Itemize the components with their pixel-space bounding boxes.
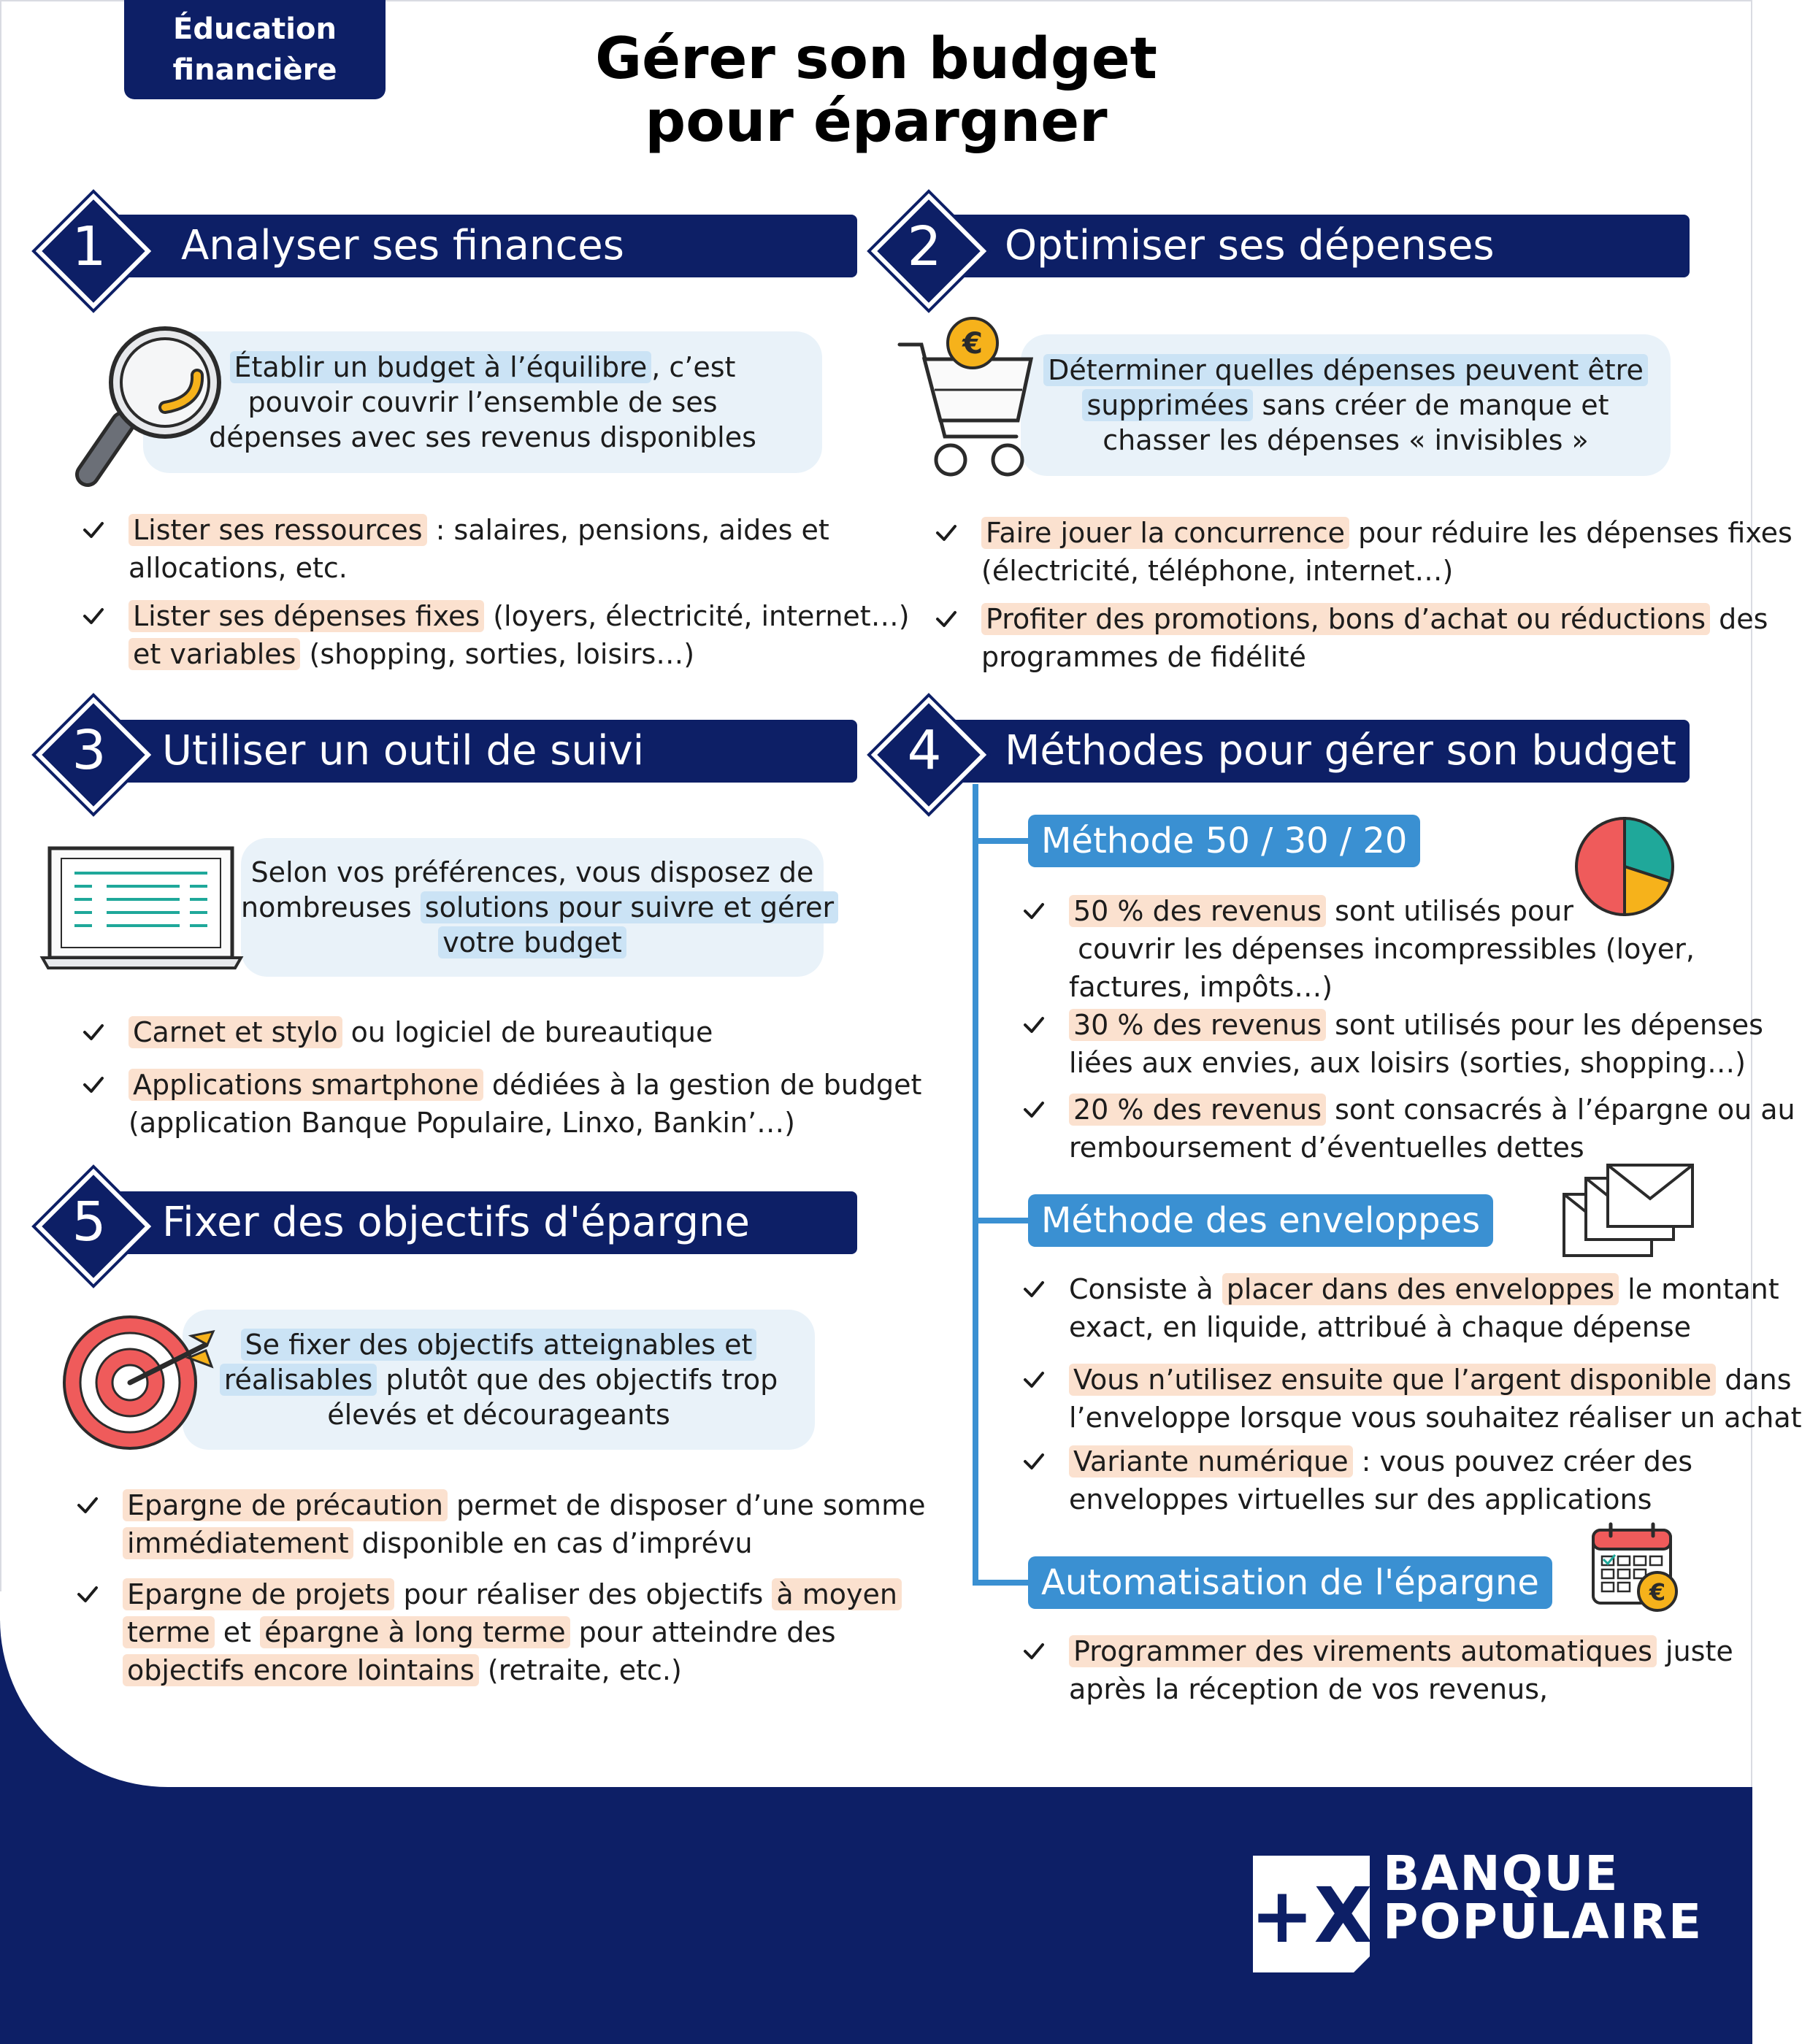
item-text-line-2: remboursement d’éventuelles dettes xyxy=(1069,1132,1584,1164)
item-highlight: Lister ses ressources xyxy=(129,514,427,546)
item-highlight-1b: à moyen xyxy=(772,1578,902,1610)
section-2-bubble xyxy=(1021,334,1671,476)
item-text-2: disponible en cas d’imprévu xyxy=(353,1527,753,1559)
page-title xyxy=(438,28,1314,153)
section-4-number: 4 xyxy=(907,719,942,782)
check-icon xyxy=(935,607,958,631)
envelopes-icon xyxy=(1560,1162,1698,1260)
check-icon xyxy=(82,604,105,628)
item-highlight: 50 % des revenus xyxy=(1069,895,1326,927)
item-highlight: placer dans des enveloppes xyxy=(1222,1273,1619,1305)
section-3-list xyxy=(82,1013,922,1152)
item-highlight-2: immédiatement xyxy=(123,1527,353,1559)
check-icon xyxy=(1022,1450,1046,1473)
item-text-line-2: après la réception de vos revenus, xyxy=(1069,1673,1549,1705)
list-item xyxy=(82,597,910,673)
list-item xyxy=(1022,892,1723,1006)
timeline-branch xyxy=(973,1580,1031,1586)
bubble-5-highlight-2: réalisables xyxy=(220,1364,377,1396)
bubble-2-highlight: Déterminer quelles dépenses peuvent être xyxy=(1043,354,1648,386)
bubble-3-text: nombreuses xyxy=(241,891,421,923)
magnifier-icon xyxy=(73,315,234,488)
item-highlight: 30 % des revenus xyxy=(1069,1009,1326,1041)
item-highlight-4: objectifs encore lointains xyxy=(123,1654,479,1686)
logo-mark-icon xyxy=(1250,1856,1373,1972)
tag-line-1: Éducation xyxy=(173,12,337,46)
item-highlight-3: épargne à long terme xyxy=(260,1616,570,1648)
section-5-title: Fixer des objectifs d'épargne xyxy=(162,1199,750,1246)
check-icon xyxy=(1022,1278,1046,1301)
section-1-number: 1 xyxy=(72,215,107,278)
item-text: pour réduire les dépenses fixes xyxy=(1349,517,1793,549)
item-text-line-3: factures, impôts…) xyxy=(1069,971,1333,1003)
title-line-2: pour épargner xyxy=(645,89,1108,155)
section-1-title: Analyser ses finances xyxy=(181,222,624,269)
item-text: pour réaliser des objectifs xyxy=(394,1578,772,1610)
bubble-1-highlight: Établir un budget à l’équilibre xyxy=(230,351,652,383)
method-envelopes-label: Méthode des enveloppes xyxy=(1028,1194,1493,1247)
section-5-list xyxy=(76,1486,926,1699)
bubble-2-highlight-2: supprimées xyxy=(1082,389,1253,421)
list-item xyxy=(76,1486,926,1562)
section-2-list xyxy=(935,514,1793,686)
item-text-line-2: exact, en liquide, attribué à chaque dépense xyxy=(1069,1311,1691,1343)
item-text-line-2: allocations, etc. xyxy=(129,552,348,584)
section-2-title: Optimiser ses dépenses xyxy=(1005,222,1495,269)
item-highlight: Programmer des virements automatiques xyxy=(1069,1635,1657,1667)
item-text-2: et xyxy=(214,1616,261,1648)
logo-wordmark xyxy=(1383,1845,1703,1950)
list-item xyxy=(1022,1270,1779,1346)
bubble-5-text: plutôt que des objectifs trop xyxy=(377,1364,778,1396)
bubble-2-text: sans créer de manque et xyxy=(1253,389,1609,421)
svg-text:€: € xyxy=(1649,1578,1666,1606)
check-icon xyxy=(1022,1368,1046,1391)
item-highlight: Vous n’utilisez ensuite que l’argent disponible xyxy=(1069,1364,1716,1396)
item-text: permet de disposer d’une somme xyxy=(447,1489,926,1521)
method-2-list xyxy=(1022,1270,1802,1529)
check-icon xyxy=(1022,1640,1046,1663)
laptop-icon xyxy=(41,844,242,972)
logo-line-1: BANQUE xyxy=(1383,1845,1619,1902)
section-4-title: Méthodes pour gérer son budget xyxy=(1005,727,1676,775)
section-1-banner xyxy=(88,215,857,277)
item-text: ou logiciel de bureautique xyxy=(342,1016,713,1048)
item-text: sont utilisés pour xyxy=(1326,895,1573,927)
section-3-bubble xyxy=(241,838,835,977)
item-text-4: (retraite, etc.) xyxy=(478,1654,682,1686)
list-item xyxy=(1022,1361,1802,1437)
check-icon xyxy=(76,1583,99,1606)
item-highlight: Faire jouer la concurrence xyxy=(981,517,1349,549)
list-item xyxy=(1022,1091,1795,1167)
list-item xyxy=(1022,1442,1723,1518)
list-item xyxy=(82,1013,863,1051)
check-icon xyxy=(1022,1098,1046,1121)
section-2-banner xyxy=(917,215,1690,277)
item-highlight: Lister ses dépenses fixes xyxy=(129,600,484,632)
item-text: : salaires, pensions, aides et xyxy=(426,514,829,546)
item-highlight: Carnet et stylo xyxy=(129,1016,342,1048)
item-text: dédiées à la gestion de budget xyxy=(483,1069,922,1101)
item-highlight-2: et variables xyxy=(129,638,300,670)
bubble-3-highlight: solutions pour suivre et gérer xyxy=(421,891,838,923)
timeline-branch xyxy=(973,1218,1031,1223)
item-text: sont utilisés pour les dépenses xyxy=(1326,1009,1763,1041)
check-icon xyxy=(82,518,105,542)
timeline-branch xyxy=(973,838,1031,844)
bubble-3-highlight-2: votre budget xyxy=(438,926,626,958)
item-text-line-2: liées aux envies, aux loisirs (sorties, shopping…) xyxy=(1069,1047,1746,1079)
method-3-list xyxy=(1022,1632,1733,1718)
timeline-line xyxy=(973,784,978,1586)
bubble-1-text: , c’est xyxy=(651,351,736,383)
list-item xyxy=(935,514,1793,590)
section-1-list xyxy=(82,511,910,683)
section-2-number: 2 xyxy=(907,215,942,278)
item-text: (loyers, électricité, internet…) xyxy=(484,600,910,632)
section-3-title: Utiliser un outil de suivi xyxy=(162,727,645,775)
item-text: dans xyxy=(1716,1364,1792,1396)
section-4-banner xyxy=(917,720,1690,783)
list-item xyxy=(935,600,1768,676)
item-text-2: (shopping, sorties, loisirs…) xyxy=(300,638,695,670)
section-5-banner xyxy=(88,1191,857,1254)
banque-populaire-logo xyxy=(1250,1856,1373,1972)
title-line-1: Gérer son budget xyxy=(595,26,1157,92)
item-text-line-2: programmes de fidélité xyxy=(981,641,1306,673)
item-text-line-2: (électricité, téléphone, internet…) xyxy=(981,555,1454,587)
list-item xyxy=(1022,1632,1733,1708)
logo-line-2: POPULAIRE xyxy=(1383,1894,1703,1950)
list-item xyxy=(1022,1006,1763,1082)
item-text-line-2: couvrir les dépenses incompressibles (loyer, xyxy=(1069,933,1695,965)
bubble-5-line-3: élevés et décourageants xyxy=(327,1399,670,1431)
check-icon xyxy=(1022,899,1046,923)
item-text-line-2: (application Banque Populaire, Linxo, Bankin’…) xyxy=(129,1107,795,1139)
item-highlight: Applications smartphone xyxy=(129,1069,483,1101)
section-5-number: 5 xyxy=(72,1191,107,1253)
section-1-bubble xyxy=(143,331,822,473)
tag-line-2: financière xyxy=(172,53,337,87)
item-text: le montant xyxy=(1619,1273,1779,1305)
item-highlight: Epargne de projets xyxy=(123,1578,394,1610)
bubble-5-highlight: Se fixer des objectifs atteignables et xyxy=(241,1329,757,1361)
item-text-3: pour atteindre des xyxy=(570,1616,836,1648)
item-highlight: Variante numérique xyxy=(1069,1445,1353,1478)
item-highlight-2: terme xyxy=(123,1616,215,1648)
check-icon xyxy=(82,1073,105,1096)
target-icon xyxy=(63,1307,223,1453)
item-highlight: 20 % des revenus xyxy=(1069,1094,1326,1126)
list-item xyxy=(82,511,856,587)
shopping-cart-icon xyxy=(892,314,1038,482)
item-text: sont consacrés à l’épargne ou au xyxy=(1326,1094,1795,1126)
method-automation-label: Automatisation de l'épargne xyxy=(1028,1556,1552,1609)
method-50-30-20-label: Méthode 50 / 30 / 20 xyxy=(1028,815,1420,867)
check-icon xyxy=(76,1494,99,1517)
item-highlight: Profiter des promotions, bons d’achat ou réductions xyxy=(981,603,1710,635)
item-text-line-2: enveloppes virtuelles sur des applications xyxy=(1069,1483,1652,1515)
check-icon xyxy=(1022,1013,1046,1037)
bubble-1-line-3: dépenses avec ses revenus disponibles xyxy=(209,421,756,453)
calendar-icon xyxy=(1589,1521,1684,1612)
section-3-banner xyxy=(88,720,857,783)
method-1-list xyxy=(1022,892,1795,1177)
item-text: juste xyxy=(1656,1635,1733,1667)
bubble-1-line-2: pouvoir couvrir l’ensemble de ses xyxy=(248,386,718,418)
logo-symbol: +X xyxy=(1250,1871,1373,1960)
list-item xyxy=(82,1066,922,1142)
check-icon xyxy=(82,1021,105,1044)
category-tag xyxy=(124,0,386,99)
item-text: : vous pouvez créer des xyxy=(1352,1445,1693,1478)
section-5-bubble xyxy=(183,1310,815,1450)
item-text-line-2: l’enveloppe lorsque vous souhaitez réaliser un achat xyxy=(1069,1402,1802,1434)
item-text-prefix: Consiste à xyxy=(1069,1273,1222,1305)
list-item xyxy=(76,1575,897,1689)
check-icon xyxy=(935,521,958,545)
section-3-number: 3 xyxy=(72,719,107,782)
item-highlight: Epargne de précaution xyxy=(123,1489,448,1521)
item-text: des xyxy=(1710,603,1768,635)
bubble-2-line-3: chasser les dépenses « invisibles » xyxy=(1103,424,1589,456)
bubble-3-line-1: Selon vos préférences, vous disposez de xyxy=(250,856,814,888)
svg-text:€: € xyxy=(962,327,983,361)
